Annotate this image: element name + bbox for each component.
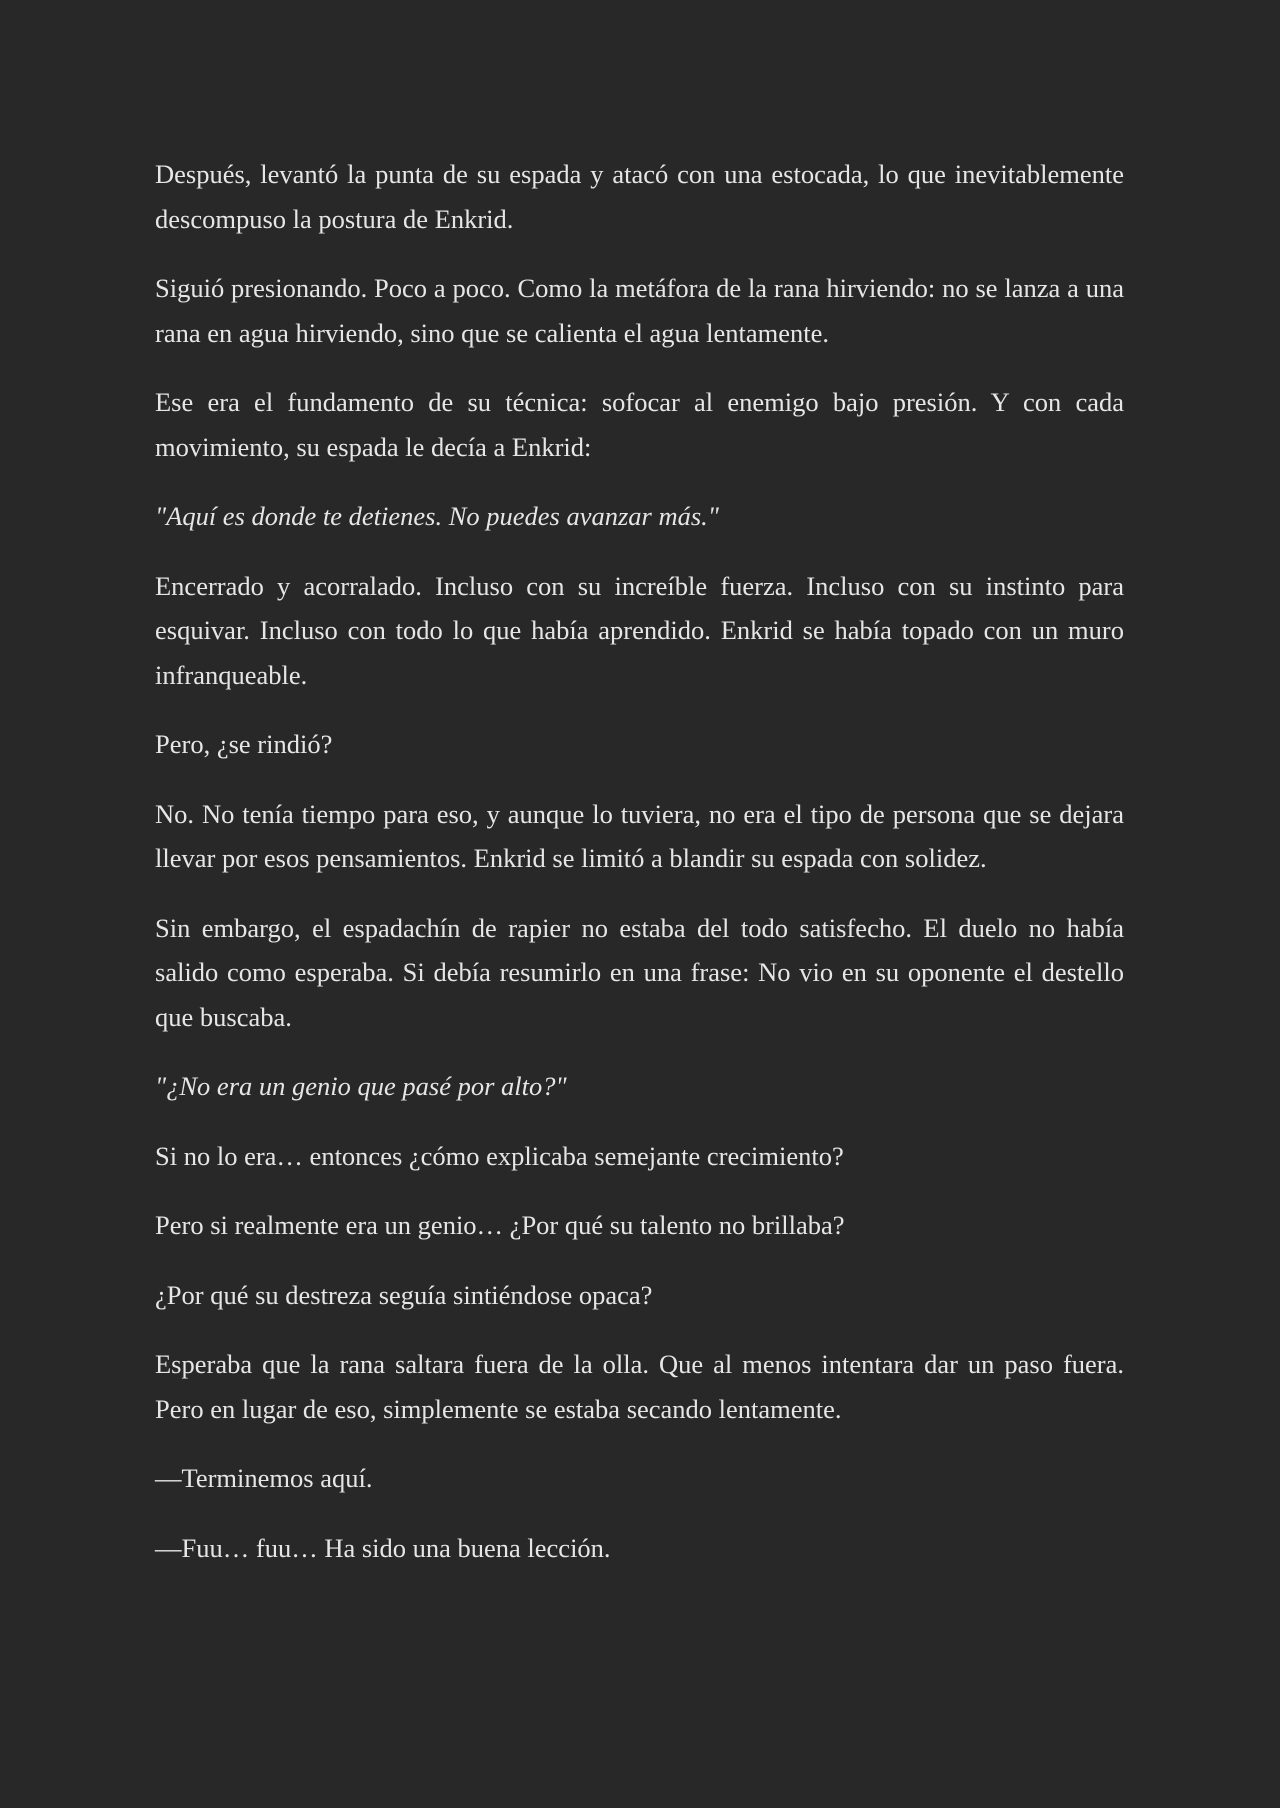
paragraph-9-thought: "¿No era un genio que pasé por alto?" <box>155 1071 567 1101</box>
paragraph-13: Esperaba que la rana saltara fuera de la olla. Que al menos intentara dar un paso fuera. Pero en lugar de eso, simplemente se estaba secando lentamente. <box>155 1349 1124 1424</box>
paragraph-6: Pero, ¿se rindió? <box>155 729 333 759</box>
paragraph-5: Encerrado y acorralado. Incluso con su increíble fuerza. Incluso con su instinto para esquivar. Incluso con todo lo que había aprendido. Enkrid se había topado con un muro infranqueable. <box>155 570 1124 690</box>
paragraph-3: Ese era el fundamento de su técnica: sofocar al enemigo bajo presión. Y con cada movimiento, su espada le decía a Enkrid: <box>155 387 1124 462</box>
paragraph-12: ¿Por qué su destreza seguía sintiéndose opaca? <box>155 1279 653 1310</box>
paragraph-11: Pero si realmente era un genio… ¿Por qué su talento no brillaba? <box>155 1210 845 1240</box>
paragraph-7: No. No tenía tiempo para eso, y aunque lo tuviera, no era el tipo de persona que se dejara llevar por esos pensamientos. Enkrid se limitó a blandir su espada con solidez. <box>155 798 1124 873</box>
paragraph-1: Después, levantó la punta de su espada y atacó con una estocada, lo que inevitablemente descompuso la postura de Enkrid. <box>155 159 1124 234</box>
paragraph-2: Siguió presionando. Poco a poco. Como la metáfora de la rana hirviendo: no se lanza a una rana en agua hirviendo, sino que se calienta el agua lentamente. <box>155 273 1124 348</box>
paragraph-15-dialogue: —Fuu… fuu… Ha sido una buena lección. <box>155 1532 611 1563</box>
paragraph-8: Sin embargo, el espadachín de rapier no estaba del todo satisfecho. El duelo no había salido como esperaba. Si debía resumirlo en una frase: No vio en su oponente el destello que buscaba. <box>155 912 1124 1032</box>
paragraph-14-dialogue: —Terminemos aquí. <box>155 1463 373 1493</box>
paragraph-10: Si no lo era… entonces ¿cómo explicaba semejante crecimiento? <box>155 1140 844 1171</box>
paragraph-4-thought: "Aquí es donde te detienes. No puedes avanzar más." <box>155 501 719 531</box>
